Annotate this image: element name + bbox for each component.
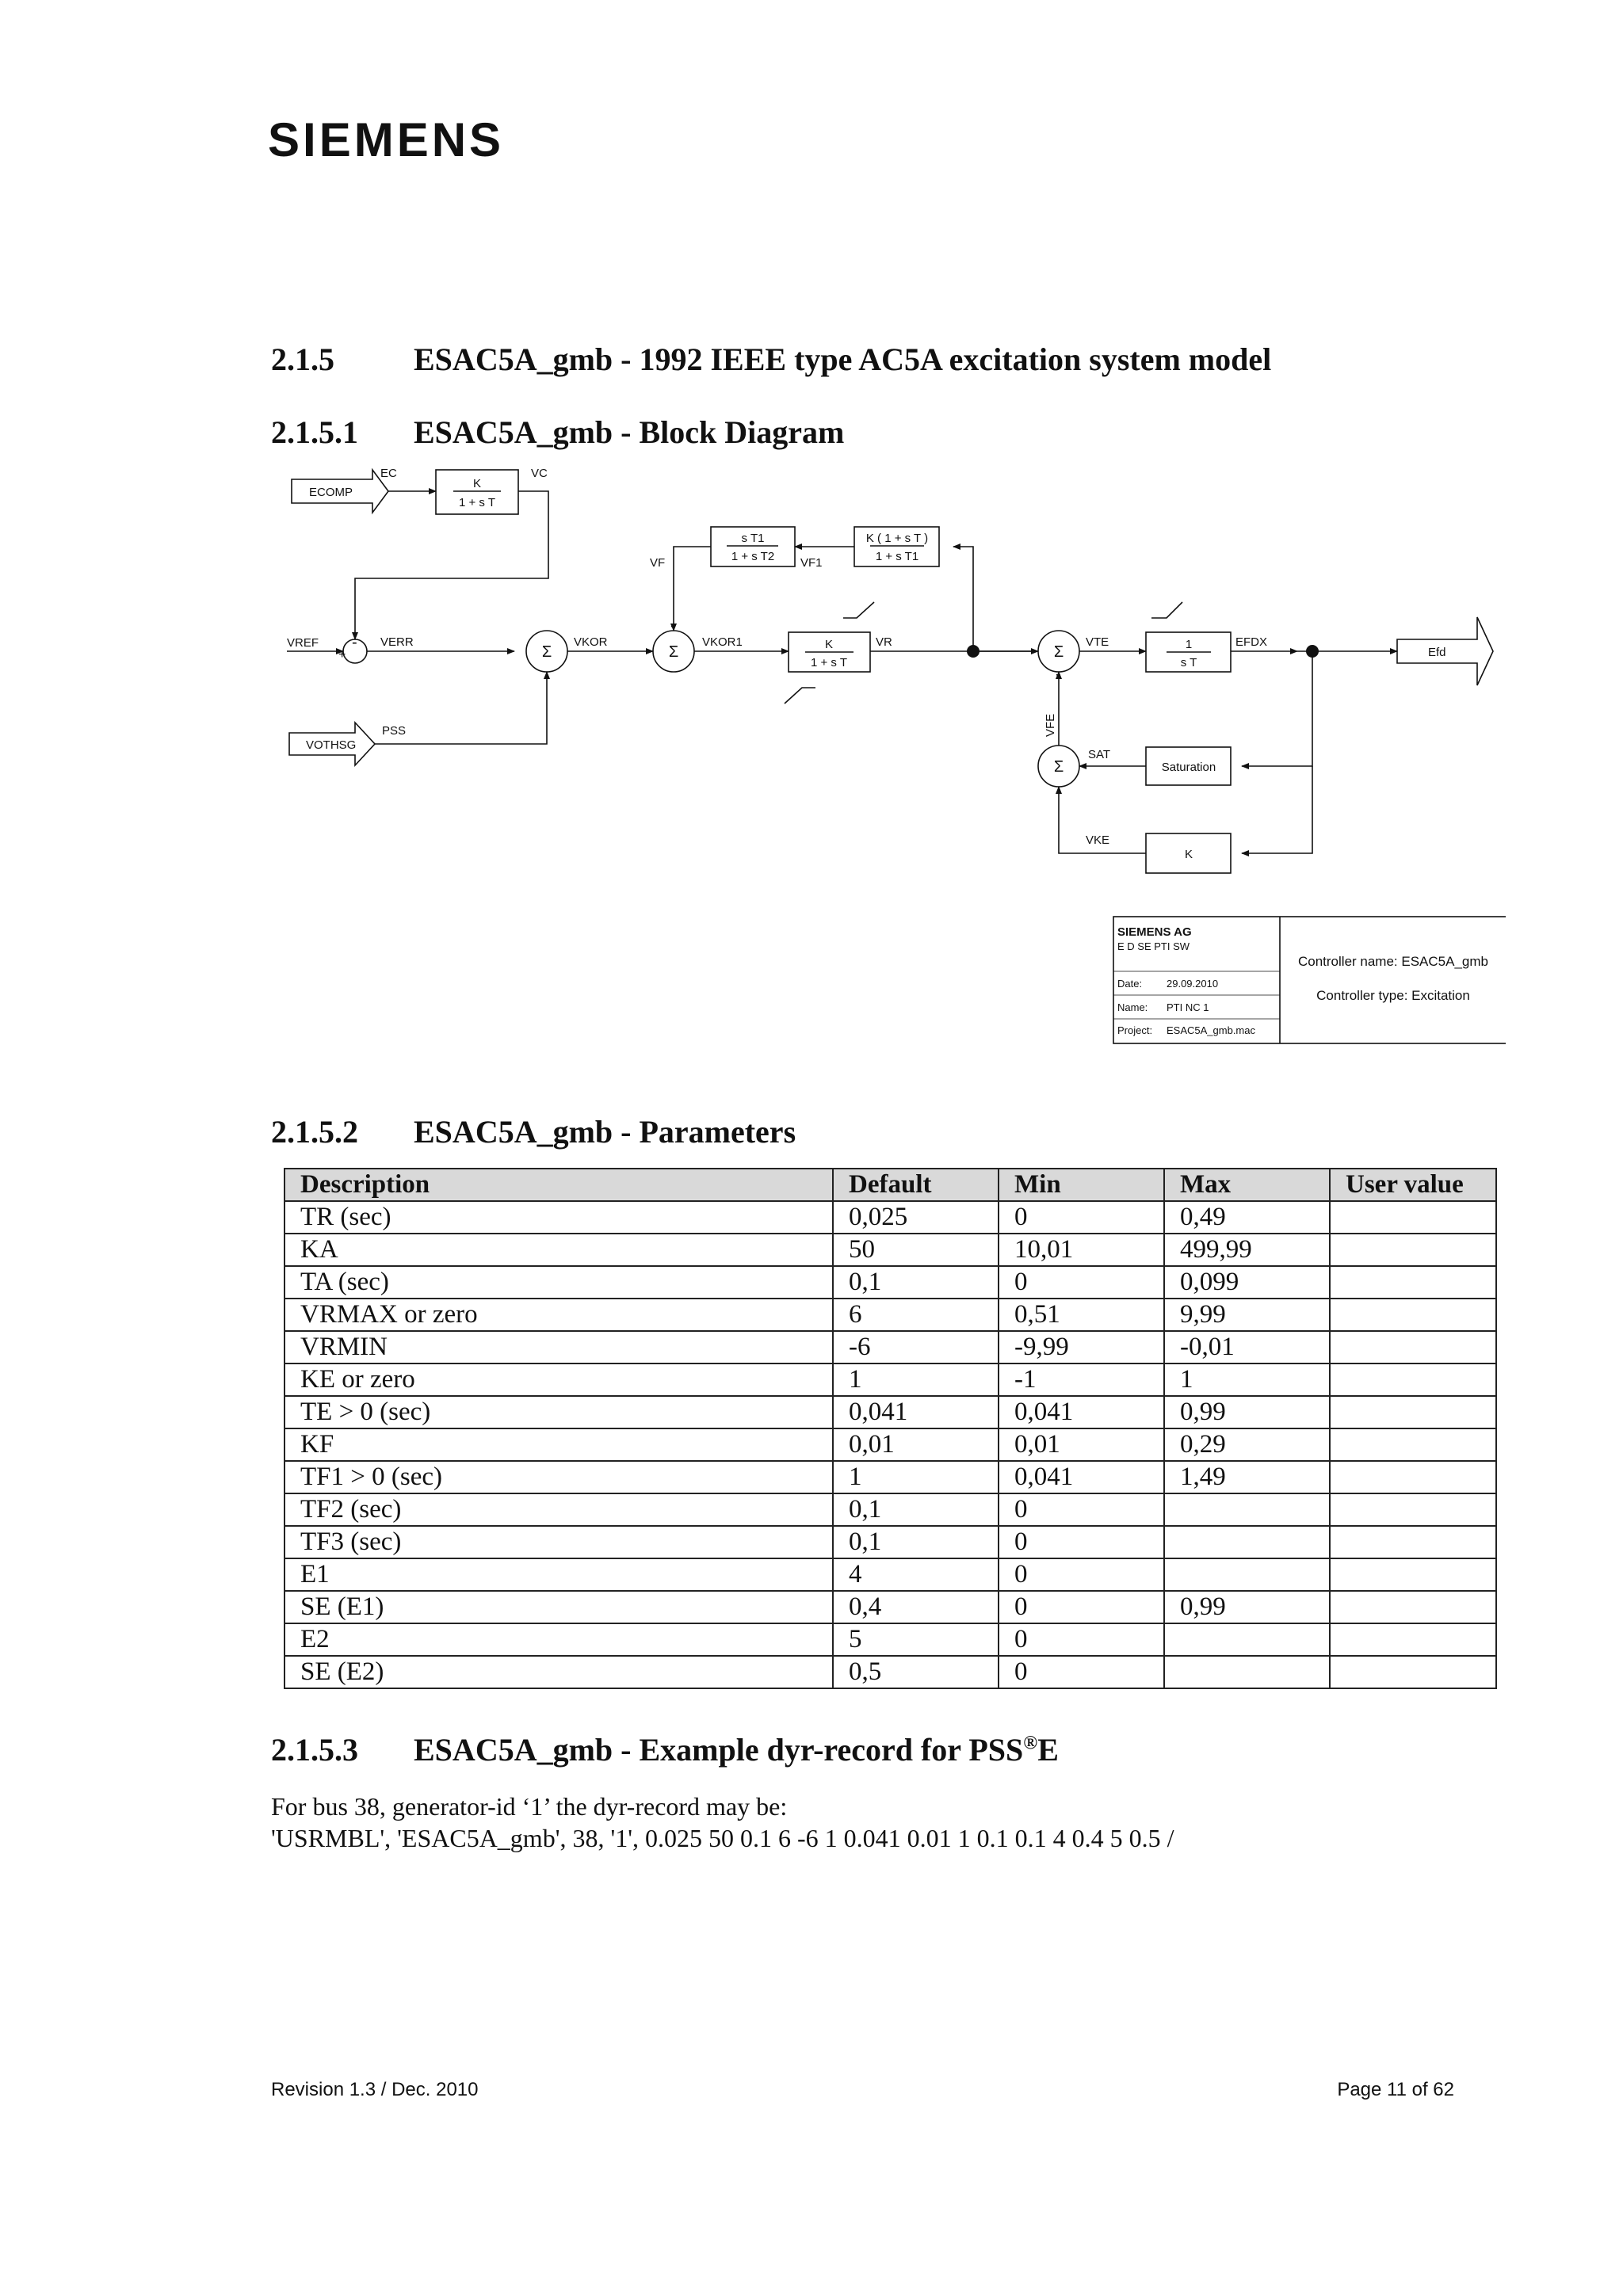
efd-label: Efd [1428,646,1446,659]
user-value-cell[interactable] [1330,1493,1496,1526]
section-heading-2-1-5 [271,341,1271,378]
table-cell: 0,99 [1164,1396,1330,1428]
user-value-cell[interactable] [1330,1299,1496,1331]
ka-block-den: 1 + s T [811,656,847,669]
table-cell: 0,1 [833,1266,999,1299]
sum-symbol: Σ [668,643,679,661]
leadlag-block-den: 1 + s T1 [875,550,919,563]
plus-sign: + [338,648,346,662]
table-cell: 0,51 [999,1299,1164,1331]
vf-signal-label: VF [650,556,666,570]
ecomp-label: ECOMP [309,486,353,499]
table-cell: TR (sec) [285,1201,833,1234]
table-row [285,1396,1496,1428]
minus-sign: - [352,634,357,651]
sat-signal-label: SAT [1088,748,1111,761]
table-cell: 0,041 [999,1396,1164,1428]
column-header: User value [1330,1169,1496,1201]
parameters-table-body [285,1201,1496,1688]
table-row [285,1331,1496,1363]
table-cell: 0 [999,1558,1164,1591]
table-cell: 50 [833,1234,999,1266]
section-title: ESAC5A_gmb - Example dyr-record for PSS [414,1732,1024,1768]
table-cell: VRMAX or zero [285,1299,833,1331]
table-cell: 9,99 [1164,1299,1330,1331]
table-cell: TE > 0 (sec) [285,1396,833,1428]
user-value-cell[interactable] [1330,1201,1496,1234]
table-cell: E2 [285,1623,833,1656]
table-row [285,1623,1496,1656]
table-row [285,1558,1496,1591]
column-header: Min [999,1169,1164,1201]
table-cell: VRMIN [285,1331,833,1363]
minus-sign: - [1056,666,1061,683]
table-cell: 499,99 [1164,1234,1330,1266]
user-value-cell[interactable] [1330,1526,1496,1558]
user-value-cell[interactable] [1330,1558,1496,1591]
table-cell: 6 [833,1299,999,1331]
vkor-signal-label: VKOR [574,635,608,649]
table-cell: 0,041 [833,1396,999,1428]
te-block-num: 1 [1185,638,1193,651]
vr-signal-label: VR [876,635,892,649]
tr-block-den: 1 + s T [459,496,495,509]
vte-signal-label: VTE [1086,635,1109,649]
table-cell [1164,1493,1330,1526]
pss-signal-label: PSS [382,724,407,738]
table-cell: -6 [833,1331,999,1363]
te-block-den: s T [1180,656,1197,669]
table-cell: 0,01 [833,1428,999,1461]
washout-block-num: s T1 [741,532,765,545]
section-heading-2-1-5-2 [271,1113,796,1150]
table-cell: -0,01 [1164,1331,1330,1363]
table-cell: 0,49 [1164,1201,1330,1234]
vothsg-label: VOTHSG [306,738,357,752]
section-heading-2-1-5-3 [271,1731,1059,1768]
controller-name: Controller name: ESAC5A_gmb [1297,954,1489,969]
table-cell: 0 [999,1656,1164,1688]
table-row [285,1299,1496,1331]
table-row [285,1526,1496,1558]
table-cell: 0,1 [833,1526,999,1558]
table-cell: SE (E2) [285,1656,833,1688]
section-number: 2.1.5 [271,341,334,377]
footer-page-number: Page 11 of 62 [1337,2079,1454,2100]
table-cell: 1 [833,1461,999,1493]
table-cell: TF2 (sec) [285,1493,833,1526]
table-cell: 4 [833,1558,999,1591]
title-block-company: SIEMENS AG [1117,925,1192,939]
table-row [285,1591,1496,1623]
table-cell: TF3 (sec) [285,1526,833,1558]
user-value-cell[interactable] [1330,1591,1496,1623]
table-cell: 0,5 [833,1656,999,1688]
table-cell: 0 [999,1526,1164,1558]
title-block-dept: E D SE PTI SW [1117,940,1190,952]
table-cell [1164,1558,1330,1591]
user-value-cell[interactable] [1330,1623,1496,1656]
parameters-table [284,1168,1497,1689]
verr-signal-label: VERR [380,635,414,649]
table-cell: 0,1 [833,1493,999,1526]
title-block-project: ESAC5A_gmb.mac [1167,1024,1255,1036]
user-value-cell[interactable] [1330,1428,1496,1461]
table-cell [1164,1526,1330,1558]
table-cell: 0,041 [999,1461,1164,1493]
table-cell: 0,025 [833,1201,999,1234]
table-cell: 0 [999,1623,1164,1656]
user-value-cell[interactable] [1330,1461,1496,1493]
siemens-logo: SIEMENS [268,113,505,166]
leadlag-block-num: K ( 1 + s T ) [865,532,929,545]
table-cell: 0,4 [833,1591,999,1623]
sum-symbol: Σ [1053,643,1064,661]
title-block-date: 29.09.2010 [1167,978,1219,990]
table-cell: KE or zero [285,1363,833,1396]
footer-revision: Revision 1.3 / Dec. 2010 [271,2079,479,2100]
section-heading-2-1-5-1 [271,414,844,451]
table-row [285,1266,1496,1299]
table-cell: 0 [999,1266,1164,1299]
user-value-cell[interactable] [1330,1656,1496,1688]
vc-signal-label: VC [531,467,548,480]
table-cell: 10,01 [999,1234,1164,1266]
vkor1-signal-label: VKOR1 [702,635,743,649]
table-cell: 1,49 [1164,1461,1330,1493]
table-row [285,1493,1496,1526]
table-cell: SE (E1) [285,1591,833,1623]
vfe-signal-label: VFE [1044,713,1057,737]
column-header: Description [285,1169,833,1201]
table-row [285,1363,1496,1396]
table-cell: -1 [999,1363,1164,1396]
table-cell: 0 [999,1201,1164,1234]
table-cell: 0,29 [1164,1428,1330,1461]
user-value-cell[interactable] [1330,1331,1496,1363]
table-header-row [285,1169,1496,1201]
section-title-suffix: E [1037,1732,1059,1768]
title-block-name-label: Name: [1117,1001,1148,1013]
ka-block-num: K [824,638,834,651]
efdx-junction-dot [1306,645,1319,658]
section-title: ESAC5A_gmb - 1992 IEEE type AC5A excitation system model [414,341,1272,377]
ke-block-label: K [1184,848,1193,861]
user-value-cell[interactable] [1330,1363,1496,1396]
table-row [285,1234,1496,1266]
user-value-cell[interactable] [1330,1266,1496,1299]
vr-junction-dot [967,645,980,658]
table-cell: 0,099 [1164,1266,1330,1299]
user-value-cell[interactable] [1330,1396,1496,1428]
table-cell: TA (sec) [285,1266,833,1299]
user-value-cell[interactable] [1330,1234,1496,1266]
table-cell: 1 [1164,1363,1330,1396]
saturation-block-label: Saturation [1161,761,1216,774]
table-cell: 1 [833,1363,999,1396]
table-cell [1164,1656,1330,1688]
section-number: 2.1.5.3 [271,1732,358,1768]
efdx-signal-label: EFDX [1235,635,1268,649]
tr-block-num: K [472,477,482,490]
vf1-signal-label: VF1 [800,556,823,570]
table-cell: 0 [999,1493,1164,1526]
table-row [285,1461,1496,1493]
section-title: ESAC5A_gmb - Parameters [414,1114,796,1150]
block-diagram [269,463,1506,1058]
title-block-date-label: Date: [1117,978,1143,990]
column-header: Default [833,1169,999,1201]
table-cell: -9,99 [999,1331,1164,1363]
vref-label: VREF [287,636,319,650]
washout-block-den: 1 + s T2 [731,550,775,563]
table-row [285,1201,1496,1234]
example-intro-text: For bus 38, generator-id ‘1’ the dyr-record may be: [271,1792,788,1821]
table-cell: 0,01 [999,1428,1164,1461]
section-number: 2.1.5.2 [271,1114,358,1150]
section-title: ESAC5A_gmb - Block Diagram [414,414,845,450]
title-block-project-label: Project: [1117,1024,1153,1036]
table-cell: KF [285,1428,833,1461]
table-cell: 0 [999,1591,1164,1623]
controller-type: Controller type: Excitation [1316,988,1470,1003]
section-number: 2.1.5.1 [271,414,358,450]
table-cell: 5 [833,1623,999,1656]
table-cell [1164,1623,1330,1656]
table-cell: 0,99 [1164,1591,1330,1623]
ec-signal-label: EC [380,467,397,480]
table-cell: KA [285,1234,833,1266]
example-dyr-record: 'USRMBL', 'ESAC5A_gmb', 38, '1', 0.025 50 0.1 6 -6 1 0.041 0.01 1 0.1 0.1 4 0.4 5 0.5 / [271,1824,1174,1852]
table-cell: TF1 > 0 (sec) [285,1461,833,1493]
registered-mark: ® [1023,1733,1038,1754]
table-row [285,1656,1496,1688]
table-cell: E1 [285,1558,833,1591]
sum-symbol: Σ [1053,758,1064,776]
minus-sign: - [670,617,676,635]
vke-signal-label: VKE [1086,833,1110,847]
title-block-name: PTI NC 1 [1167,1001,1209,1013]
column-header: Max [1164,1169,1330,1201]
table-row [285,1428,1496,1461]
sum-symbol: Σ [541,643,552,661]
